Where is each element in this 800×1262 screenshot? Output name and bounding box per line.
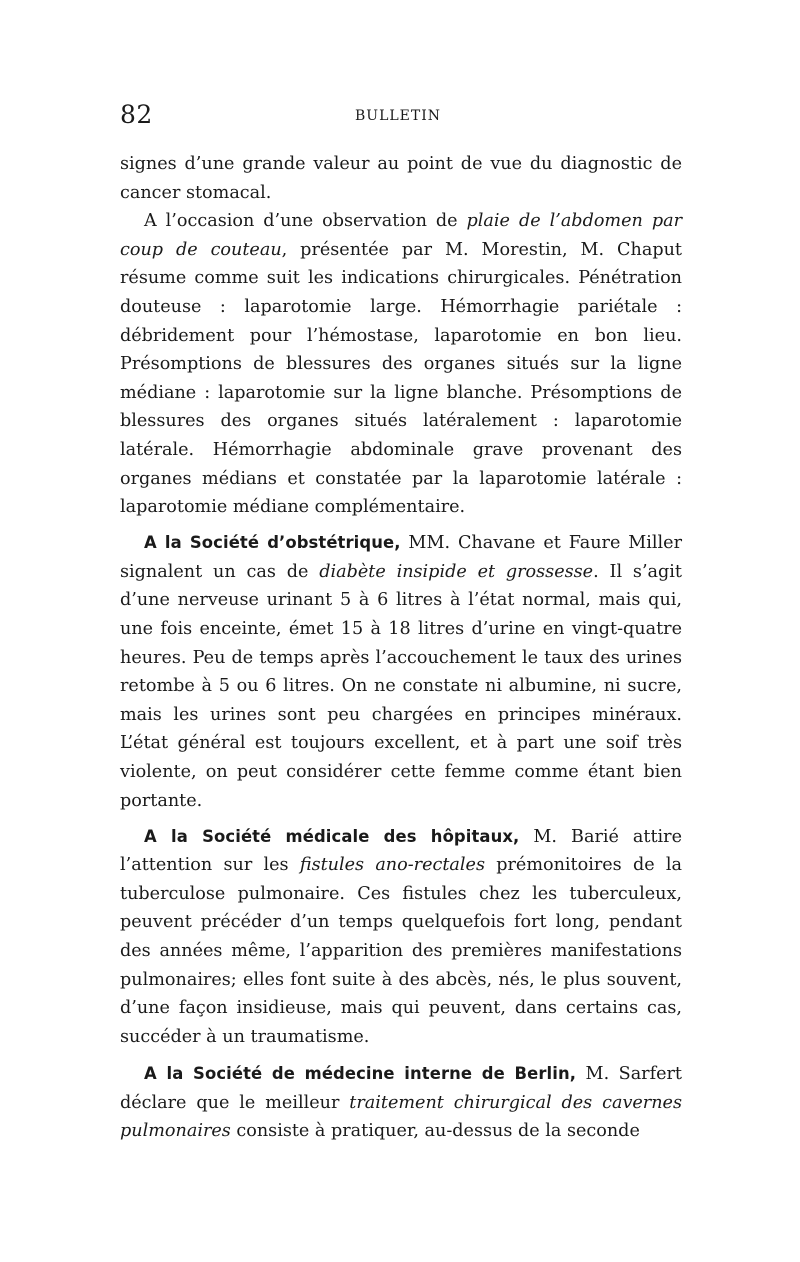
body-text <box>120 150 682 1146</box>
paragraph-4-italic: fistules ano-rectales <box>299 855 485 876</box>
page-number: 82 <box>120 100 153 129</box>
society-heading-berlin: A la Société de médecine interne de Berlin, <box>144 1063 577 1083</box>
paragraph-4-before: M. Barié attire l’attention sur les <box>120 826 682 876</box>
paragraph-2-before: A l’occasion d’une observation de <box>144 211 467 232</box>
paragraph-5-before: M. Sarfert déclare que le meilleur <box>120 1063 682 1113</box>
paragraph-5-italic: traitement chirurgical des cavernes pulmonaires <box>120 1092 682 1142</box>
paragraph-2-after: , présentée par M. Morestin, M. Chaput résume comme suit les indications chirurgicales. Pénétration douteuse : laparotomie large. Hémorrhagie pariétale : débridement pour l’hémostase, laparotomie en bon lieu. Présomptions de blessures des organes situés sur la ligne médiane : laparotomie sur la ligne blanche. Présomptions de blessures des organes situés latéralement : laparotomie latérale. Hémorrhagie abdominale grave provenant des organes médians et constatée par la laparotomie latérale : laparotomie médiane complémentaire. <box>120 239 682 518</box>
page-header <box>120 96 682 132</box>
paragraph-3-before: MM. Chavane et Faure Miller signalent un cas de <box>120 533 682 582</box>
paragraph-1-text: signes d’une grande valeur au point de vue du diagnostic de cancer stomacal. <box>120 154 682 203</box>
paragraph-2-italic: plaie de l’abdomen par coup de couteau <box>120 211 682 260</box>
paragraph-3-after: . Il s’agit d’une nerveuse urinant 5 à 6 litres à l’état normal, mais qui, une fois enceinte, émet 15 à 18 litres d’urine en vingt-quatre heures. Peu de temps après l’accouchement le taux des urines retombe à 5 ou 6 litres. On ne constate ni albumine, ni sucre, mais les urines sont peu chargées en principes minéraux. L’état général est toujours excellent, et à part une soif très violente, on peut considérer cette femme comme étant bien portante. <box>120 561 682 811</box>
running-head: BULLETIN <box>355 108 442 124</box>
paragraph-5 <box>120 1060 682 1146</box>
paragraph-2 <box>120 207 682 522</box>
paragraph-1 <box>120 150 682 207</box>
paragraph-5-after: consiste à pratiquer, au-dessus de la seconde <box>230 1121 640 1142</box>
paragraph-4 <box>120 823 682 1052</box>
paragraph-3-italic: diabète insipide et grossesse <box>319 561 594 582</box>
society-heading-obstetrique: A la Société d’obstétrique, <box>144 533 401 553</box>
paragraph-4-after: prémonitoires de la tuberculose pulmonaire. Ces fistules chez les tuberculeux, peuvent précéder d’un temps quelquefois fort long, pendant des années même, l’apparition des premières manifestations pulmonaires; elles font suite à des abcès, nés, le plus souvent, d’une façon insidieuse, mais qui peuvent, dans certains cas, succéder à un traumatisme. <box>120 855 682 1047</box>
society-heading-hopitaux: A la Société médicale des hôpitaux, <box>144 826 520 846</box>
paragraph-3 <box>120 529 682 815</box>
